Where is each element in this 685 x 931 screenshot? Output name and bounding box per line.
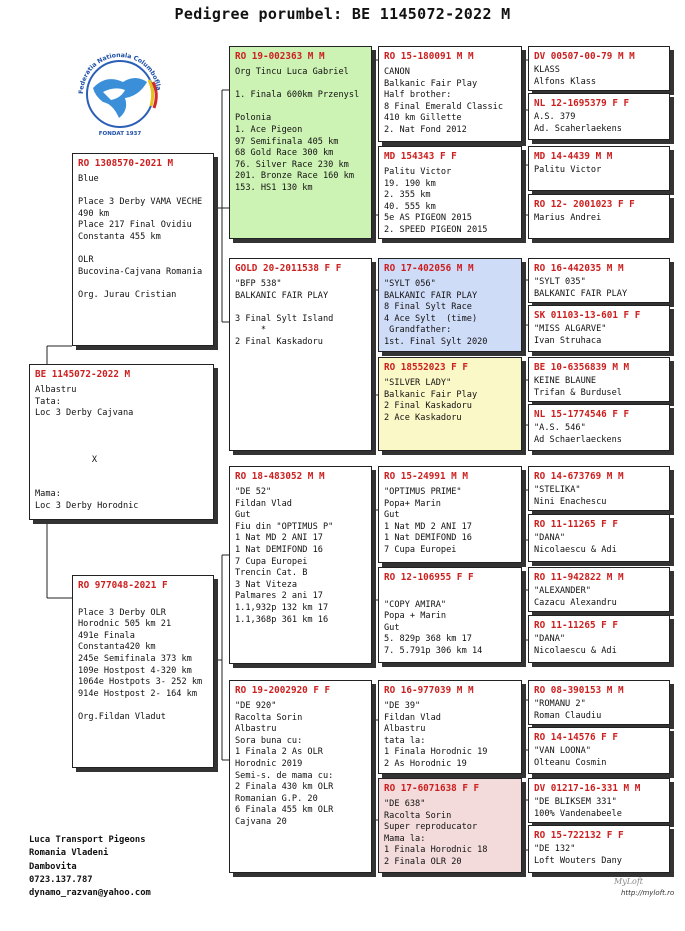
pedigree-card-gen4-12 bbox=[528, 615, 670, 663]
ring-number: SK 01103-13-601 F F bbox=[534, 310, 641, 321]
ring-number: RO 18-483052 M M bbox=[235, 471, 325, 482]
pedigree-card-gen4-4 bbox=[528, 194, 670, 239]
ring-number: RO 14-673769 M M bbox=[534, 471, 624, 482]
pedigree-card-gen3-8 bbox=[378, 778, 522, 873]
ring-number: RO 12- 2001023 F F bbox=[534, 199, 635, 210]
card-details: "ALEXANDER" Cazacu Alexandru bbox=[534, 586, 617, 608]
pedigree-card-dam-dam bbox=[229, 680, 372, 873]
page-title: Pedigree porumbel: BE 1145072-2022 M bbox=[174, 5, 511, 23]
myloft-url: http://myloft.ro bbox=[621, 889, 675, 897]
pedigree-card-gen3-4 bbox=[378, 357, 522, 451]
ring-number: RO 18552023 F F bbox=[384, 362, 468, 373]
card-details: Place 3 Derby OLR Horodnic 505 km 21 491e Finala Constanta420 km 245e Semifinala 373 km 109e Hostpost 4-320 km 1064e Hostpots 3- 252 km 914e Hostpost 2- 164 km Org.Fildan Vladut bbox=[78, 607, 203, 722]
ring-number: GOLD 20-2011538 F F bbox=[235, 263, 342, 274]
ring-number: RO 15-24991 M M bbox=[384, 471, 468, 482]
pedigree-card-gen4-8 bbox=[528, 404, 670, 451]
card-details: "DANA" Nicolaescu & Adi bbox=[534, 533, 617, 555]
breeder-name: Luca Transport Pigeons bbox=[29, 835, 146, 845]
pedigree-card-gen4-16 bbox=[528, 825, 670, 873]
pedigree-card-gen3-5 bbox=[378, 466, 522, 563]
card-details: "SILVER LADY" Balkanic Fair Play 2 Final Kaskadoru 2 Ace Kaskadoru bbox=[384, 378, 478, 423]
pedigree-card-gen3-1 bbox=[378, 46, 522, 142]
card-details: "DE 132" Loft Wouters Dany bbox=[534, 844, 622, 866]
pedigree-card-gen4-6 bbox=[528, 305, 670, 352]
ring-number: RO 14-14576 F F bbox=[534, 732, 618, 743]
ring-number: RO 15-722132 F F bbox=[534, 830, 624, 841]
card-details: CANON Balkanic Fair Play Half brother: 8 Final Emerald Classic 410 km Gillette 2. Nat Fond 2012 bbox=[384, 67, 503, 135]
breeder-phone: 0723.137.787 bbox=[29, 874, 93, 885]
ring-number: RO 11-11265 F F bbox=[534, 519, 618, 530]
pedigree-card-gen3-3 bbox=[378, 258, 522, 352]
breeder-location: Romania Vladeni bbox=[29, 848, 109, 859]
ring-number: RO 1308570-2021 M bbox=[78, 158, 174, 169]
ring-number: MD 154343 F F bbox=[384, 151, 457, 162]
card-details: "VAN LOONA" Olteanu Cosmin bbox=[534, 746, 607, 768]
pedigree-card-dam bbox=[72, 575, 214, 768]
pedigree-card-dam-sire bbox=[229, 466, 372, 664]
ring-number: RO 17-6071638 F F bbox=[384, 783, 480, 794]
pedigree-card-gen3-7 bbox=[378, 680, 522, 774]
ring-number: DV 00507-00-79 M M bbox=[534, 51, 635, 62]
ring-number: RO 19-002363 M M bbox=[235, 51, 325, 62]
card-details: Palitu Victor 19. 190 km 2. 355 km 40. 555 km 5e AS PIGEON 2015 2. SPEED PIGEON 2015 bbox=[384, 167, 488, 235]
card-details: KEINE BLAUNE Trifan & Burdusel bbox=[534, 376, 622, 398]
card-details: "DE BLIKSEM 331" 100% Vandenabeele bbox=[534, 797, 622, 819]
card-details: Marius Andrei bbox=[534, 213, 602, 223]
card-details: "STELIKA" Nini Enachescu bbox=[534, 485, 607, 507]
card-details: "DANA" Nicolaescu & Adi bbox=[534, 634, 617, 656]
pedigree-card-gen3-2 bbox=[378, 146, 522, 239]
breeder-region: Dambovita bbox=[29, 861, 77, 872]
pedigree-card-gen4-2 bbox=[528, 93, 670, 140]
pedigree-card-gen4-7 bbox=[528, 357, 670, 402]
ring-number: NL 12-1695379 F F bbox=[534, 98, 630, 109]
pedigree-card-gen4-11 bbox=[528, 567, 670, 612]
ring-number: RO 16-442035 M M bbox=[534, 263, 624, 274]
pedigree-card-sire bbox=[72, 153, 214, 346]
card-details: Blue Place 3 Derby VAMA VECHE 490 km Place 217 Final Ovidiu Constanta 455 km OLR Bucovina-Cajvana Romania Org. Jurau Cristian bbox=[78, 174, 203, 300]
card-details: "ROMANU 2" Roman Claudiu bbox=[534, 699, 602, 721]
federation-logo bbox=[73, 44, 168, 139]
logo-emblem-icon bbox=[73, 44, 168, 139]
breeder-email: dynamo_razvan@yahoo.com bbox=[29, 888, 151, 899]
pedigree-card-gen4-3 bbox=[528, 146, 670, 191]
card-details: "DE 638" Racolta Sorin Super reproducator Mama la: 1 Finala Horodnic 18 2 Finala OLR 20 bbox=[384, 799, 488, 867]
ring-number: RO 11-11265 F F bbox=[534, 620, 618, 631]
card-details: "DE 920" Racolta Sorin Albastru Sora buna cu: 1 Finala 2 As OLR Horodnic 2019 Semi-s. de mama cu: 2 Finala 430 km OLR Romanian G.P. 20 6 Finala 455 km OLR Cajvana 20 bbox=[235, 701, 334, 827]
logo-ring-text: Federatia Nationala Columbofila bbox=[77, 51, 162, 95]
ring-number: RO 19-2002920 F F bbox=[235, 685, 331, 696]
pedigree-card-gen4-1 bbox=[528, 46, 670, 91]
ring-number: RO 08-390153 M M bbox=[534, 685, 624, 696]
pedigree-card-gen4-9 bbox=[528, 466, 670, 511]
logo-founded-text: FONDAT 1937 bbox=[98, 131, 142, 137]
ring-number: RO 11-942822 M M bbox=[534, 572, 624, 583]
card-details: Palitu Victor bbox=[534, 165, 602, 175]
card-details: "A.S. 546" Ad Schaerlaeckens bbox=[534, 423, 622, 445]
ring-number: MD 14-4439 M M bbox=[534, 151, 613, 162]
myloft-signature: MyLoft bbox=[614, 877, 644, 886]
card-details: KLASS Alfons Klass bbox=[534, 65, 597, 87]
pedigree-card-gen4-14 bbox=[528, 727, 670, 774]
card-details: "COPY AMIRA" Popa + Marin Gut 5. 829p 368 km 17 7. 5.791p 306 km 14 bbox=[384, 599, 483, 656]
card-details: "DE 52" Fildan Vlad Gut Fiu din "OPTIMUS P" 1 Nat MD 2 ANI 17 1 Nat DEMIFOND 16 7 Cupa Europei Trencin Cat. B 3 Nat Viteza Palmares 2 ani 17 1.1,932p 132 km 17 1.1,368p 361 km 16 bbox=[235, 487, 334, 625]
ring-number: RO 16-977039 M M bbox=[384, 685, 474, 696]
breeder-contact bbox=[29, 834, 151, 900]
pedigree-card-subject bbox=[29, 364, 214, 520]
ring-number: RO 977048-2021 F bbox=[78, 580, 168, 591]
pedigree-card-gen4-13 bbox=[528, 680, 670, 725]
card-details: "MISS ALGARVE" Ivan Struhaca bbox=[534, 324, 607, 346]
card-details: "DE 39" Fildan Vlad Albastru tata la: 1 Finala Horodnic 19 2 As Horodnic 19 bbox=[384, 701, 488, 769]
card-details: Albastru Tata: Loc 3 Derby Cajvana X Mama: Loc 3 Derby Horodnic bbox=[35, 385, 139, 511]
card-details: "BFP 538" BALKANIC FAIR PLAY 3 Final Sylt Island * 2 Final Kaskadoru bbox=[235, 279, 334, 347]
pedigree-card-gen4-5 bbox=[528, 258, 670, 303]
card-details: A.S. 379 Ad. Scaherlaekens bbox=[534, 112, 622, 134]
ring-number: RO 12-106955 F F bbox=[384, 572, 474, 583]
pedigree-card-sire-sire bbox=[229, 46, 372, 239]
card-details: "SYLT 035" BALKANIC FAIR PLAY bbox=[534, 277, 628, 299]
ring-number: BE 1145072-2022 M bbox=[35, 369, 131, 380]
ring-number: RO 15-180091 M M bbox=[384, 51, 474, 62]
ring-number: RO 17-402056 M M bbox=[384, 263, 474, 274]
pedigree-card-sire-dam bbox=[229, 258, 372, 451]
pedigree-card-gen4-15 bbox=[528, 778, 670, 823]
card-details: Org Tincu Luca Gabriel 1. Finala 600km Przenysl Polonia 1. Ace Pigeon 97 Semifinala 405 km 68 Gold Race 300 km 76. Silver Race 230 km 201. Bronze Race 160 km 153. HS1 130 km bbox=[235, 67, 360, 193]
pedigree-card-gen4-10 bbox=[528, 514, 670, 562]
card-details: "SYLT 056" BALKANIC FAIR PLAY 8 Final Sylt Race 4 Ace Sylt (time) Grandfather: 1st. Final Sylt 2020 bbox=[384, 279, 488, 347]
card-details: "OPTIMUS PRIME" Popa+ Marin Gut 1 Nat MD 2 ANI 17 1 Nat DEMIFOND 16 7 Cupa Europei bbox=[384, 487, 472, 555]
ring-number: DV 01217-16-331 M M bbox=[534, 783, 641, 794]
ring-number: BE 10-6356839 M M bbox=[534, 362, 630, 373]
ring-number: NL 15-1774546 F F bbox=[534, 409, 630, 420]
pedigree-card-gen3-6 bbox=[378, 567, 522, 663]
